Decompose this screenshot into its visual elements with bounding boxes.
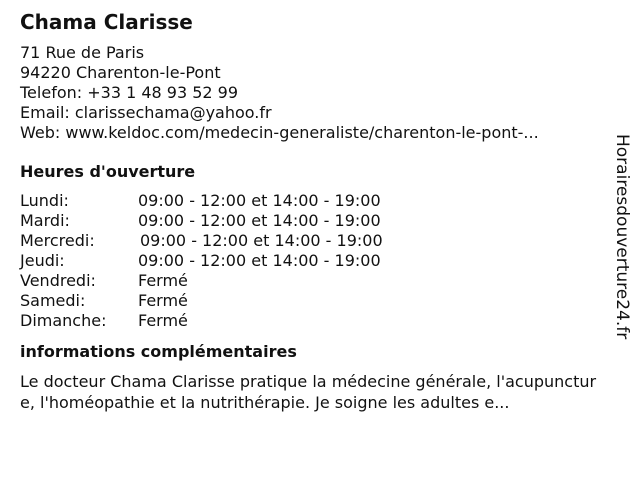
day-hours: Fermé: [138, 311, 188, 330]
day-label: Samedi:: [20, 291, 86, 310]
hours-row-mardi: [20, 211, 610, 231]
phone-line: Telefon: +33 1 48 93 52 99: [20, 83, 239, 102]
address-city: 94220 Charenton-le-Pont: [20, 63, 221, 82]
day-hours: 09:00 - 12:00 et 14:00 - 19:00: [140, 231, 383, 250]
day-label: Vendredi:: [20, 271, 96, 290]
day-label: Dimanche:: [20, 311, 107, 330]
day-hours: 09:00 - 12:00 et 14:00 - 19:00: [138, 251, 381, 270]
site-watermark: Horairesdouverture24.fr: [612, 134, 632, 340]
day-hours: 09:00 - 12:00 et 14:00 - 19:00: [138, 191, 381, 210]
address-street: 71 Rue de Paris: [20, 43, 145, 62]
info-title: informations complémentaires: [20, 342, 297, 361]
info-description: Le docteur Chama Clarisse pratique la médecine générale, l'acupuncture, l'homéopathie et la nutrithérapie. Je soigne les adultes e...: [20, 372, 597, 412]
hours-table: [20, 191, 610, 331]
day-label: Jeudi:: [20, 251, 65, 270]
hours-row-vendredi: [20, 271, 610, 291]
day-label: Mercredi:: [20, 231, 95, 250]
hours-title: Heures d'ouverture: [20, 162, 196, 181]
day-label: Mardi:: [20, 211, 70, 230]
day-hours: 09:00 - 12:00 et 14:00 - 19:00: [138, 211, 381, 230]
hours-row-jeudi: [20, 251, 610, 271]
day-hours: Fermé: [138, 271, 188, 290]
hours-row-dimanche: [20, 311, 610, 331]
business-name: Chama Clarisse: [20, 10, 193, 34]
hours-row-lundi: [20, 191, 610, 211]
day-hours: Fermé: [138, 291, 188, 310]
business-card: [20, 9, 610, 413]
email-line: Email: clarissechama@yahoo.fr: [20, 103, 272, 122]
hours-row-mercredi: [20, 231, 610, 251]
hours-row-samedi: [20, 291, 610, 311]
contact-block: [20, 43, 610, 143]
day-label: Lundi:: [20, 191, 69, 210]
web-line: Web: www.keldoc.com/medecin-generaliste/charenton-le-pont-...: [20, 123, 539, 142]
